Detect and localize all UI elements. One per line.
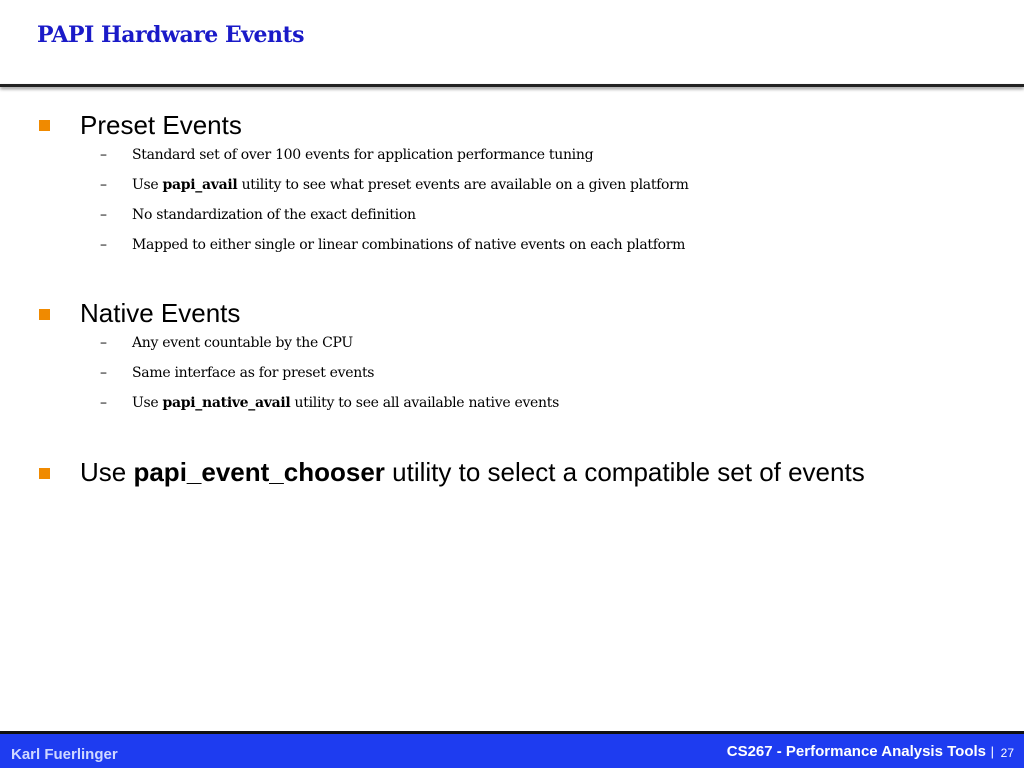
dash-marker: –	[100, 177, 107, 193]
bullet-preset-events: Preset Events	[80, 110, 242, 140]
dash-marker: –	[100, 335, 107, 351]
bullet-square-icon	[39, 120, 50, 131]
dash-marker: –	[100, 207, 107, 223]
slide-title: PAPI Hardware Events	[37, 22, 305, 48]
dash-marker: –	[100, 147, 107, 163]
footer-course-title: CS267 - Performance Analysis Tools	[726, 743, 986, 760]
sub-item: – Mapped to either single or linear combinations of native events on each platform	[100, 237, 686, 253]
bullet-square-icon	[39, 468, 50, 479]
sub-item: – Standard set of over 100 events for application performance tuning	[100, 147, 594, 163]
dash-marker: –	[100, 395, 107, 411]
title-divider	[0, 84, 1024, 87]
footer-separator: |	[990, 744, 994, 759]
dash-marker: –	[100, 365, 107, 381]
footer-author: Karl Fuerlinger	[11, 746, 118, 763]
sub-item: – Any event countable by the CPU	[100, 335, 353, 351]
bullet-event-chooser: Use papi_event_chooser utility to select a compatible set of events	[80, 457, 865, 487]
sub-item: – No standardization of the exact definition	[100, 207, 416, 223]
dash-marker: –	[100, 237, 107, 253]
sub-item: – Use papi_native_avail utility to see all available native events	[100, 395, 559, 411]
sub-item: – Same interface as for preset events	[100, 365, 375, 381]
bullet-square-icon	[39, 309, 50, 320]
bullet-native-events: Native Events	[80, 298, 241, 328]
footer-bar	[0, 731, 1024, 768]
page-number: 27	[1000, 746, 1014, 760]
sub-item: – Use papi_avail utility to see what preset events are available on a given platform	[100, 177, 689, 193]
